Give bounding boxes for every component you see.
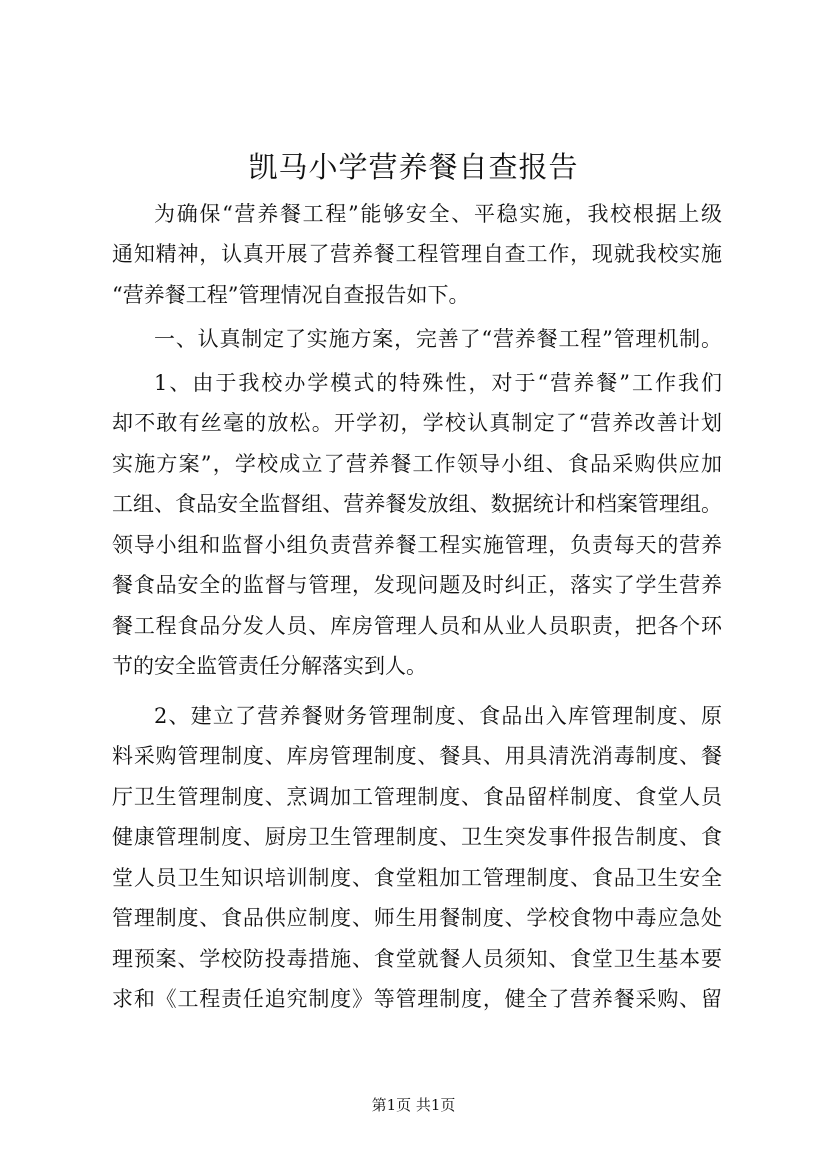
text-line: 求和《工程责任追究制度》等管理制度，健全了营养餐采购、留 (112, 987, 722, 1011)
text-line: 实施方案”，学校成立了营养餐工作领导小组、食品采购供应加 (112, 452, 722, 476)
text-line: “营养餐工程”管理情况自查报告如下。 (112, 283, 470, 307)
text-line: 料采购管理制度、库房管理制度、餐具、用具清洗消毒制度、餐 (112, 744, 722, 768)
text-line: 却不敢有丝毫的放松。开学初，学校认真制定了“营养改善计划 (112, 411, 722, 435)
text-line: 堂人员卫生知识培训制度、食堂粗加工管理制度、食品卫生安全 (112, 866, 722, 890)
text-line: 节的安全监管责任分解落实到人。 (112, 654, 427, 678)
text-line: 为确保“营养餐工程”能够安全、平稳实施，我校根据上级 (154, 202, 722, 226)
text-line: 理预案、学校防投毒措施、食堂就餐人员须知、食堂卫生基本要 (112, 947, 722, 971)
text-line: 管理制度、食品供应制度、师生用餐制度、学校食物中毒应急处 (112, 906, 722, 930)
text-line: 健康管理制度、厨房卫生管理制度、卫生突发事件报告制度、食 (112, 825, 722, 849)
text-line: 2、建立了营养餐财务管理制度、食品出入库管理制度、原 (154, 704, 722, 728)
text-line: 1、由于我校办学模式的特殊性，对于“营养餐”工作我们 (154, 371, 722, 395)
document-title: 凯马小学营养餐自查报告 (248, 150, 579, 184)
text-line: 餐食品安全的监督与管理，发现问题及时纠正，落实了学生营养 (112, 573, 722, 597)
text-line: 领导小组和监督小组负责营养餐工程实施管理，负责每天的营养 (112, 533, 722, 557)
text-line: 工组、食品安全监督组、营养餐发放组、数据统计和档案管理组。 (112, 492, 722, 516)
text-line: 通知精神，认真开展了营养餐工程管理自查工作，现就我校实施 (112, 242, 722, 266)
page-number: 第1页 共1页 (371, 1096, 456, 1114)
text-line: 餐工程食品分发人员、库房管理人员和从业人员职责，把各个环 (112, 614, 722, 638)
text-line: 厅卫生管理制度、烹调加工管理制度、食品留样制度、食堂人员 (112, 785, 722, 809)
section-heading: 一、认真制定了实施方案，完善了“营养餐工程”管理机制。 (154, 327, 722, 351)
